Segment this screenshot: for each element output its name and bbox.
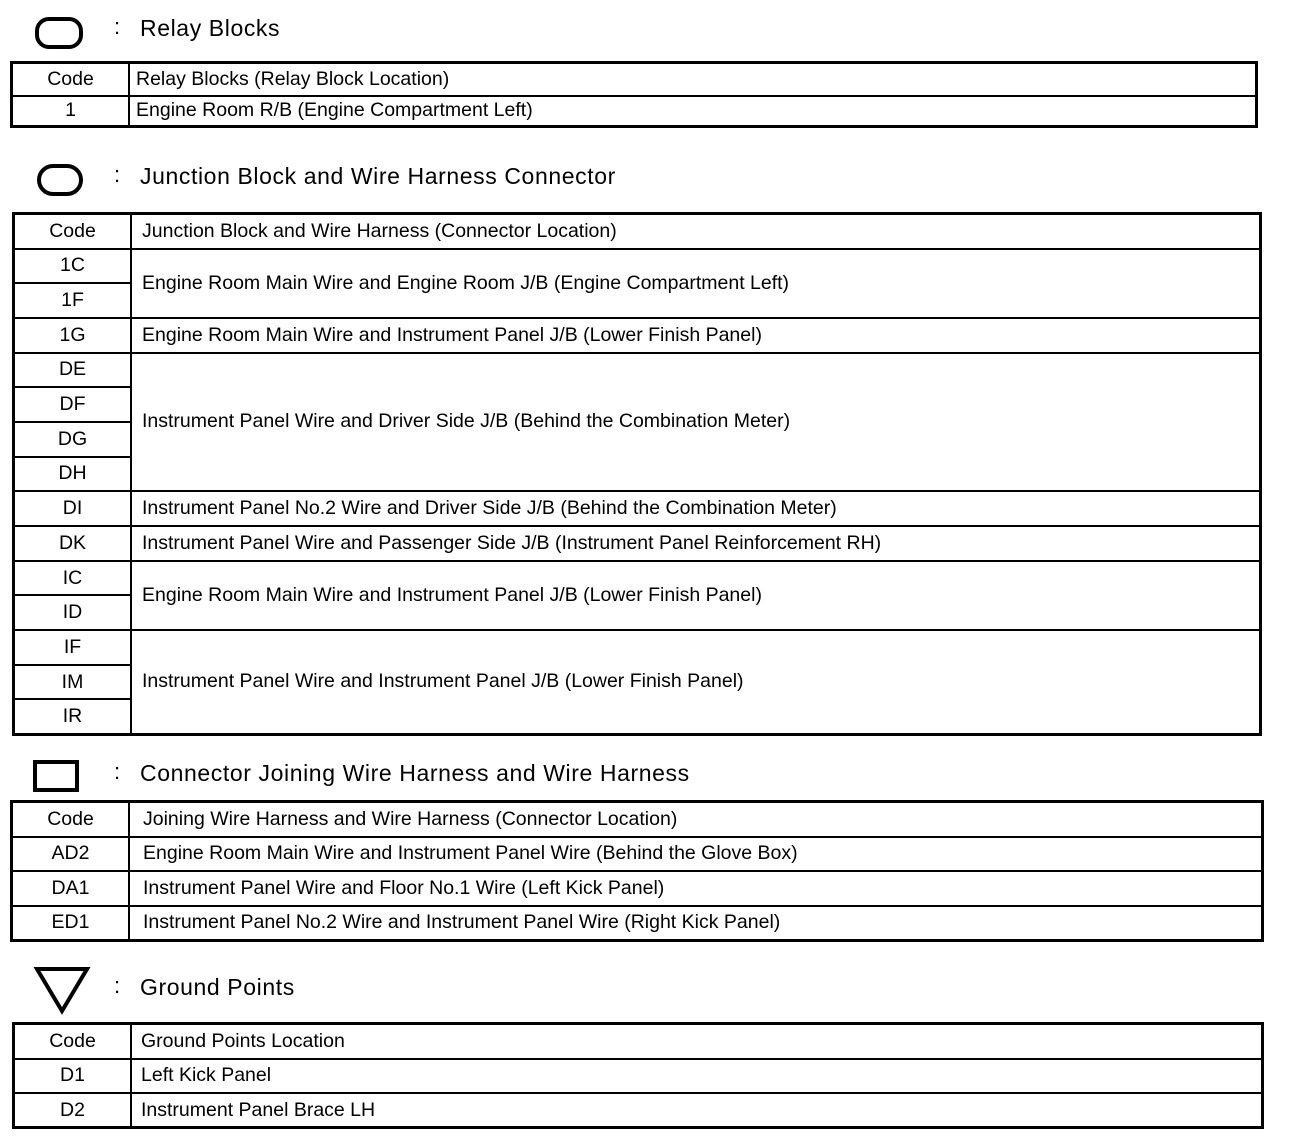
code-cell: 1C [14,249,132,284]
description-cell: Instrument Panel Wire and Driver Side J/B (Behind the Combination Meter) [131,353,1261,492]
table-header-row [12,802,1263,837]
ground-points-colon: : [114,973,121,998]
code-cell: 1F [14,283,132,318]
code-cell: ID [14,595,132,630]
connector-joining-table [10,800,1264,942]
relay-blocks-colon: : [114,14,121,39]
code-column-header: Code [14,1024,132,1059]
junction-blocks-header [0,158,900,198]
code-cell: IR [14,699,132,734]
code-cell: DH [14,457,132,492]
table-row [14,353,1261,388]
code-cell: D1 [14,1059,132,1094]
description-cell: Engine Room Main Wire and Engine Room J/B (Engine Compartment Left) [131,249,1261,318]
description-cell: Engine Room Main Wire and Instrument Panel Wire (Behind the Glove Box) [129,837,1263,872]
connector-joining-header [0,755,900,795]
code-cell: DK [14,526,132,561]
code-cell: DF [14,387,132,422]
code-column-header: Code [12,802,130,837]
connector-joining-title: Connector Joining Wire Harness and Wire Harness [140,760,690,786]
ground-points-table [12,1022,1264,1129]
down-triangle-icon [33,965,91,1017]
code-cell: IM [14,665,132,700]
code-cell: 1G [14,318,132,353]
description-column-header: Relay Blocks (Relay Block Location) [129,63,1257,96]
ground-points-header [0,965,900,1005]
description-column-header: Junction Block and Wire Harness (Connector Location) [131,214,1261,249]
table-row [14,491,1261,526]
table-row [12,96,1257,127]
junction-blocks-colon: : [114,162,121,187]
code-cell: DE [14,353,132,388]
table-row [14,1093,1263,1128]
relay-blocks-title: Relay Blocks [140,15,281,41]
table-row [14,1059,1263,1094]
ground-points-title: Ground Points [140,974,295,1000]
junction-blocks-title: Junction Block and Wire Harness Connector [140,163,616,189]
table-row [14,561,1261,596]
code-column-header: Code [12,63,130,96]
table-header-row [12,63,1257,96]
description-column-header: Joining Wire Harness and Wire Harness (Connector Location) [129,802,1263,837]
code-column-header: Code [14,214,132,249]
relay-blocks-table [10,61,1258,128]
table-row [12,871,1263,906]
code-cell: ED1 [12,906,130,941]
description-cell: Instrument Panel No.2 Wire and Driver Side J/B (Behind the Combination Meter) [131,491,1261,526]
table-row [12,906,1263,941]
junction-blocks-table [12,212,1262,736]
description-cell: Engine Room Main Wire and Instrument Panel J/B (Lower Finish Panel) [131,561,1261,630]
description-cell: Instrument Panel Wire and Instrument Panel J/B (Lower Finish Panel) [131,630,1261,734]
description-cell: Left Kick Panel [131,1059,1263,1094]
description-cell: Engine Room Main Wire and Instrument Panel J/B (Lower Finish Panel) [131,318,1261,353]
description-cell: Instrument Panel Brace LH [131,1093,1263,1128]
table-row [14,249,1261,284]
rounded-rectangle-icon [34,15,84,51]
description-cell: Instrument Panel Wire and Passenger Side J/B (Instrument Panel Reinforcement RH) [131,526,1261,561]
code-cell: IF [14,630,132,665]
code-cell: DG [14,422,132,457]
table-header-row [14,1024,1263,1059]
table-header-row [14,214,1261,249]
description-cell: Instrument Panel No.2 Wire and Instrument Panel Wire (Right Kick Panel) [129,906,1263,941]
code-cell: IC [14,561,132,596]
connector-joining-colon: : [114,759,121,784]
description-column-header: Ground Points Location [131,1024,1263,1059]
description-cell: Instrument Panel Wire and Floor No.1 Wire (Left Kick Panel) [129,871,1263,906]
code-cell: DI [14,491,132,526]
relay-blocks-header [0,10,900,50]
code-cell: D2 [14,1093,132,1128]
table-row [14,318,1261,353]
description-cell: Engine Room R/B (Engine Compartment Left) [129,96,1257,127]
oval-icon [36,162,86,200]
code-cell: DA1 [12,871,130,906]
code-cell: 1 [12,96,130,127]
table-row [14,526,1261,561]
code-cell: AD2 [12,837,130,872]
table-row [14,630,1261,665]
table-row [12,837,1263,872]
rectangle-icon [32,759,82,795]
